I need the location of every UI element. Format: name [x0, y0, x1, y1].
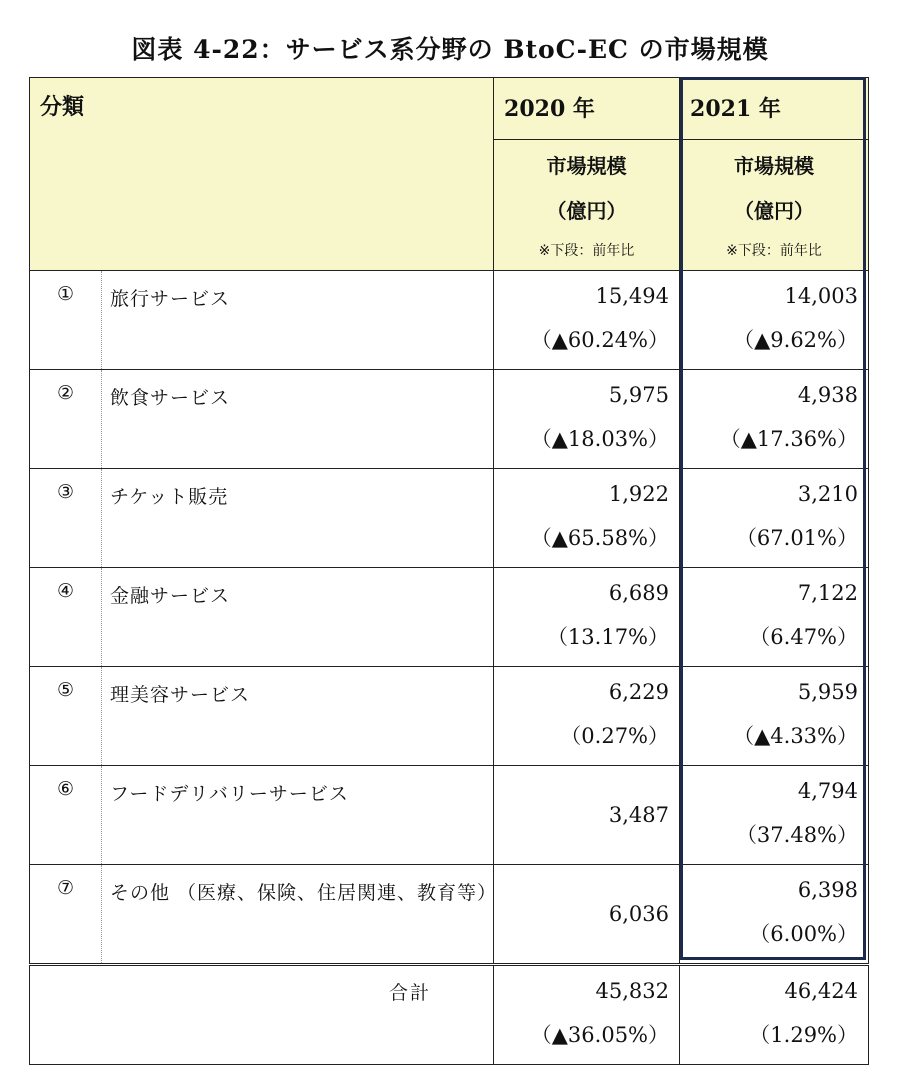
cell-2020	[494, 370, 680, 469]
cell-2021	[680, 370, 869, 469]
row-label: 飲食サービス	[102, 370, 494, 469]
ratio-2021: （6.47%）	[749, 625, 859, 649]
cell-2021	[680, 568, 869, 667]
header-year-2021: 2021 年	[680, 78, 869, 140]
value-2020: 6,689	[608, 581, 670, 605]
document-title: 図表 4-22：サービス系分野の BtoC-EC の市場規模	[131, 35, 769, 64]
row-number: ⑥	[30, 766, 102, 865]
value-2021: 3,210	[797, 482, 859, 506]
value-2020: 3,487	[608, 803, 670, 827]
metric-label: 市場規模	[734, 154, 815, 178]
total-value-2020: 45,832	[595, 979, 670, 1003]
header-row-year	[30, 78, 869, 140]
row-number: ①	[30, 271, 102, 370]
header-year-2020: 2020 年	[494, 78, 680, 140]
ratio-2021: （6.00%）	[749, 922, 859, 946]
ratio-2021: （37.48%）	[735, 823, 859, 847]
ratio-2021: （▲9.62%）	[733, 328, 859, 352]
header-metric-2021	[680, 140, 869, 271]
total-ratio-2020: （▲36.05%）	[530, 1023, 670, 1047]
value-2021: 7,122	[797, 581, 859, 605]
ratio-2021: （▲4.33%）	[733, 724, 859, 748]
cell-2021	[680, 766, 869, 865]
row-label: その他 （医療、保険、住居関連、教育等）	[102, 865, 494, 965]
unit-label: （億円）	[546, 199, 627, 223]
cell-2020	[494, 469, 680, 568]
market-size-table	[29, 77, 869, 1065]
table-row	[30, 469, 869, 568]
ratio-2020: （0.27%）	[560, 724, 670, 748]
cell-2021	[680, 271, 869, 370]
table-row	[30, 865, 869, 965]
value-2021: 14,003	[784, 284, 859, 308]
row-number: ④	[30, 568, 102, 667]
row-label: 金融サービス	[102, 568, 494, 667]
total-cell-2020	[494, 965, 680, 1065]
ratio-2021: （67.01%）	[735, 526, 859, 550]
value-2021: 5,959	[797, 680, 859, 704]
value-2020: 1,922	[608, 482, 670, 506]
value-2020: 5,975	[608, 383, 670, 407]
cell-2020	[494, 568, 680, 667]
ratio-2020: （▲18.03%）	[530, 427, 670, 451]
total-cell-2021	[680, 965, 869, 1065]
value-2021: 4,794	[797, 779, 859, 803]
value-2021: 6,398	[797, 878, 859, 902]
table-row	[30, 568, 869, 667]
row-label: フードデリバリーサービス	[102, 766, 494, 865]
header-category: 分類	[30, 78, 494, 271]
row-number: ②	[30, 370, 102, 469]
cell-2020	[494, 271, 680, 370]
table-row	[30, 766, 869, 865]
cell-2021	[680, 667, 869, 766]
value-2021: 4,938	[797, 383, 859, 407]
cell-2020	[494, 766, 680, 865]
unit-label: （億円）	[734, 199, 815, 223]
row-number: ⑦	[30, 865, 102, 965]
ratio-2021: （▲17.36%）	[719, 427, 859, 451]
total-row	[30, 965, 869, 1065]
ratio-2020: （▲60.24%）	[530, 328, 670, 352]
row-label: 旅行サービス	[102, 271, 494, 370]
ratio-2020: （▲65.58%）	[530, 526, 670, 550]
cell-2020	[494, 865, 680, 965]
value-2020: 6,229	[608, 680, 670, 704]
table-row	[30, 271, 869, 370]
row-label: チケット販売	[102, 469, 494, 568]
cell-2021	[680, 865, 869, 965]
ratio-2020: （13.17%）	[546, 625, 670, 649]
total-value-2021: 46,424	[784, 979, 859, 1003]
cell-2020	[494, 667, 680, 766]
metric-label: 市場規模	[546, 154, 627, 178]
note-label: ※下段：前年比	[726, 243, 822, 259]
header-metric-2020	[494, 140, 680, 271]
note-label: ※下段：前年比	[538, 243, 635, 259]
total-label: 合計	[30, 965, 494, 1065]
table-row	[30, 370, 869, 469]
cell-2021	[680, 469, 869, 568]
table-row	[30, 667, 869, 766]
total-ratio-2021: （1.29%）	[749, 1023, 859, 1047]
row-label: 理美容サービス	[102, 667, 494, 766]
row-number: ⑤	[30, 667, 102, 766]
value-2020: 15,494	[595, 284, 670, 308]
value-2020: 6,036	[608, 902, 670, 926]
row-number: ③	[30, 469, 102, 568]
